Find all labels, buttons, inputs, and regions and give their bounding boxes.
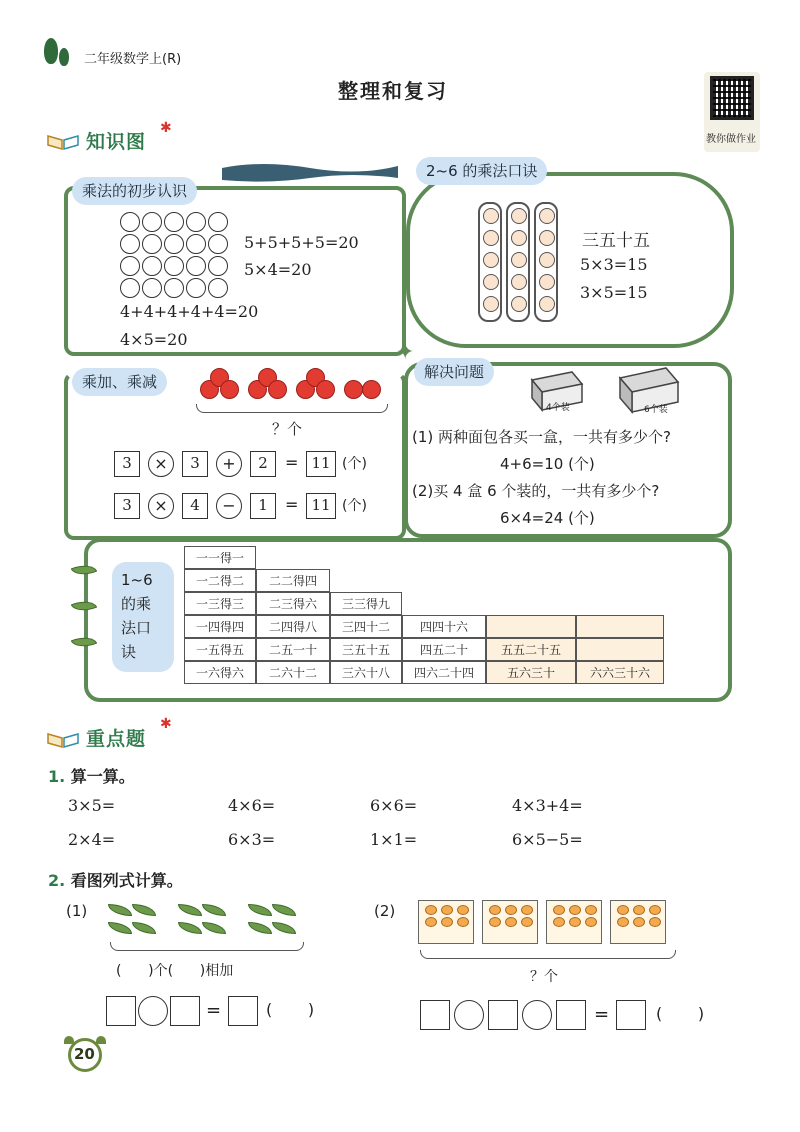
leaf (178, 904, 202, 916)
bread-bun (585, 905, 597, 915)
exercise-item: 4×6= (228, 796, 276, 815)
row1-op-plus: + (216, 451, 242, 477)
bead (511, 252, 527, 268)
tree-logo (44, 38, 74, 70)
table-cell: 六六三十六 (576, 661, 664, 684)
counting-circle (120, 278, 140, 298)
bead (483, 252, 499, 268)
bead (511, 274, 527, 290)
leaf (132, 922, 156, 934)
apple (268, 380, 287, 399)
exercise-item: 1×1= (370, 830, 418, 849)
unit-blank[interactable]: ( ) (266, 1000, 315, 1019)
bread-bun (649, 917, 661, 927)
connector-sparkle-icon: ✦ (396, 340, 415, 365)
counting-circle (186, 234, 206, 254)
bread-bun (617, 917, 629, 927)
q2-part1-caption: ( )个( )相加 (116, 963, 234, 979)
circle-grid (120, 212, 240, 296)
bead (539, 296, 555, 312)
row1-factor-b: 3 (182, 451, 208, 477)
counting-circle (142, 234, 162, 254)
table-cell: 四六二十四 (402, 661, 486, 684)
leaf-brace (110, 942, 304, 951)
eq-3x5: 3×5=15 (580, 283, 648, 302)
leaf (178, 922, 202, 934)
table-label-text: 1~6 的乘法口诀 (121, 571, 153, 661)
table-cell: 一六得六 (184, 661, 256, 684)
q2-number: 2. (48, 871, 66, 890)
problem-q2: (2)买 4 盒 6 个装的，一共有多少个? (412, 482, 660, 500)
table-cell: 二二得四 (256, 569, 330, 592)
counting-circle (120, 212, 140, 232)
counting-circle (142, 212, 162, 232)
table-cell: 四五二十 (402, 638, 486, 661)
bread-tray (610, 900, 666, 944)
counting-circle (164, 278, 184, 298)
exercise-item: 6×3= (228, 830, 276, 849)
leaf (108, 904, 132, 916)
counting-circle (164, 256, 184, 276)
row2-op-minus: − (216, 493, 242, 519)
counting-circle (208, 212, 228, 232)
table-cell: 二三得六 (256, 592, 330, 615)
equals-sign: = (594, 1004, 610, 1025)
label-problem-solving: 解决问题 (414, 358, 494, 386)
q2-part2-number: (2) (374, 902, 396, 920)
problem-a1: 4+6=10 (个) (500, 455, 595, 473)
bead (511, 296, 527, 312)
leaf (132, 904, 156, 916)
bread-bun (649, 905, 661, 915)
apple (362, 380, 381, 399)
star-icon: ✱ (160, 120, 172, 136)
operator-circle[interactable] (522, 1000, 552, 1030)
table-cell: 五六三十 (486, 661, 576, 684)
bread-bun (489, 917, 501, 927)
rhyme-text: 三五十五 (582, 231, 650, 251)
page-number: 20 (74, 1045, 95, 1063)
bead (539, 208, 555, 224)
table-cell: 三三得九 (330, 592, 402, 615)
bread-bun (505, 905, 517, 915)
counting-circle (186, 212, 206, 232)
label-rhymes-2-6: 2~6 的乘法口诀 (416, 157, 547, 185)
unit-blank[interactable]: ( ) (656, 1004, 705, 1023)
bread-bun (441, 917, 453, 927)
bread-bun (521, 917, 533, 927)
bread-bun (553, 917, 565, 927)
page-title: 整理和复习 (338, 79, 448, 103)
book-icon (46, 730, 80, 748)
apple (220, 380, 239, 399)
bread-bun (457, 905, 469, 915)
bread-trays (418, 898, 678, 948)
bread-bun (489, 905, 501, 915)
row2-unit: (个) (342, 498, 367, 514)
bread-bun (569, 917, 581, 927)
bread-bun (617, 905, 629, 915)
section-title-knowledge-map: 知识图 (86, 131, 147, 153)
exercise-item: 6×6= (370, 796, 418, 815)
clock-bell-icon (96, 1036, 106, 1044)
q2-title: 看图列式计算。 (70, 871, 183, 890)
counting-circle (208, 278, 228, 298)
q1-heading (48, 764, 135, 787)
qr-caption: 教你做作业 (706, 134, 756, 145)
answer-box[interactable] (228, 996, 258, 1026)
leaf (108, 922, 132, 934)
apple (344, 380, 363, 399)
counting-circle (120, 256, 140, 276)
bread-box-4-label: 4个装 (546, 403, 570, 413)
eq-repeated-add-5: 5+5+5+5=20 (244, 233, 359, 252)
apple-brace (196, 404, 388, 413)
bread-bun (505, 917, 517, 927)
table-cell: 三六十八 (330, 661, 402, 684)
section-title-key-problems: 重点题 (86, 728, 147, 750)
bead-counter (478, 202, 562, 324)
eq-5x4: 5×4=20 (244, 260, 312, 279)
answer-box[interactable] (488, 1000, 518, 1030)
exercise-item: 2×4= (68, 830, 116, 849)
row1-equals: = (285, 453, 299, 472)
counting-circle (208, 234, 228, 254)
table-cell: 五五二十五 (486, 638, 576, 661)
table-cell: 二五一十 (256, 638, 330, 661)
qr-code-panel[interactable] (704, 72, 760, 152)
table-cell: 一四得四 (184, 615, 256, 638)
row1-addend: 2 (250, 451, 276, 477)
counting-circle (142, 278, 162, 298)
table-label (112, 562, 174, 672)
leaf-groups (108, 900, 308, 940)
table-cell: 三五十五 (330, 638, 402, 661)
counting-circle (208, 256, 228, 276)
label-intro-multiplication: 乘法的初步认识 (72, 177, 197, 205)
bread-tray (482, 900, 538, 944)
bead (483, 274, 499, 290)
counting-circle (142, 256, 162, 276)
bread-bun (425, 905, 437, 915)
answer-box[interactable] (420, 1000, 450, 1030)
bread-bun (521, 905, 533, 915)
table-cell: 一二得二 (184, 569, 256, 592)
table-cell-empty (576, 615, 664, 638)
bread-bun (569, 905, 581, 915)
row2-factor-a: 3 (114, 493, 140, 519)
row1-unit: (个) (342, 456, 367, 472)
label-mult-add-sub: 乘加、乘减 (72, 368, 167, 396)
bead (539, 274, 555, 290)
page-number-badge (54, 1036, 116, 1080)
bead (483, 208, 499, 224)
bread-bun (457, 917, 469, 927)
bead (483, 230, 499, 246)
row2-equals: = (285, 495, 299, 514)
q1-number: 1. (48, 767, 66, 786)
eq-5x3: 5×3=15 (580, 255, 648, 274)
apple-question: ？个 (272, 420, 303, 438)
bread-bun (425, 917, 437, 927)
row1-result: 11 (306, 451, 336, 477)
table-cell-empty (576, 638, 664, 661)
bread-bun (585, 917, 597, 927)
row2-factor-b: 4 (182, 493, 208, 519)
row2-op-multiply: × (148, 493, 174, 519)
bread-bun (441, 905, 453, 915)
row1-op-multiply: × (148, 451, 174, 477)
counting-circle (164, 212, 184, 232)
eq-4x5: 4×5=20 (120, 330, 188, 349)
exercise-item: 6×5−5= (512, 830, 583, 849)
table-cell: 三四十二 (330, 615, 402, 638)
row2-result: 11 (306, 493, 336, 519)
bread-tray (546, 900, 602, 944)
leaf (272, 904, 296, 916)
qr-code-icon[interactable] (710, 76, 754, 120)
answer-box[interactable] (170, 996, 200, 1026)
star-icon: ✱ (160, 716, 172, 732)
leaf (202, 922, 226, 934)
counting-circle (186, 256, 206, 276)
problem-q1: (1) 两种面包各买一盒，一共有多少个? (412, 428, 671, 446)
counting-circle (164, 234, 184, 254)
equals-sign: = (206, 1000, 222, 1021)
multiplication-table (184, 546, 664, 686)
table-cell: 二六十二 (256, 661, 330, 684)
q2-heading (48, 868, 183, 891)
answer-box[interactable] (556, 1000, 586, 1030)
bread-bun (633, 905, 645, 915)
bread-box-6-label: 6个装 (644, 405, 668, 415)
bread-tray (418, 900, 474, 944)
table-cell: 一一得一 (184, 546, 256, 569)
leaf (248, 904, 272, 916)
counting-circle (186, 278, 206, 298)
q2-part1-number: (1) (66, 902, 88, 920)
apple (316, 380, 335, 399)
leaf (272, 922, 296, 934)
operator-circle[interactable] (454, 1000, 484, 1030)
vine-decoration (70, 560, 94, 660)
q2-part2-caption: ？个 (530, 969, 558, 985)
exercise-item: 4×3+4= (512, 796, 583, 815)
table-cell: 一五得五 (184, 638, 256, 661)
bread-bun (633, 917, 645, 927)
bead (511, 208, 527, 224)
book-icon (46, 132, 80, 150)
bread-bun (553, 905, 565, 915)
table-cell: 二四得八 (256, 615, 330, 638)
bead (539, 252, 555, 268)
operator-circle[interactable] (138, 996, 168, 1026)
apple-groups (196, 364, 392, 404)
table-cell: 四四十六 (402, 615, 486, 638)
table-cell-empty (486, 615, 576, 638)
table-cell: 一三得三 (184, 592, 256, 615)
clock-bell-icon (64, 1036, 74, 1044)
q1-title: 算一算。 (70, 767, 135, 786)
leaf (248, 922, 272, 934)
ribbon-banner (222, 160, 398, 182)
eq-repeated-add-4: 4+4+4+4+4=20 (120, 302, 259, 321)
answer-box[interactable] (106, 996, 136, 1026)
exercise-item: 3×5= (68, 796, 116, 815)
row2-subtrahend: 1 (250, 493, 276, 519)
bread-brace (420, 950, 676, 959)
leaf (202, 904, 226, 916)
counting-circle (120, 234, 140, 254)
answer-box[interactable] (616, 1000, 646, 1030)
bead (539, 230, 555, 246)
problem-a2: 6×4=24 (个) (500, 509, 595, 527)
row1-factor-a: 3 (114, 451, 140, 477)
bead (511, 230, 527, 246)
book-title: 二年级数学上(R) (84, 52, 182, 67)
bead (483, 296, 499, 312)
panel-rhymes-2-6 (406, 172, 734, 348)
